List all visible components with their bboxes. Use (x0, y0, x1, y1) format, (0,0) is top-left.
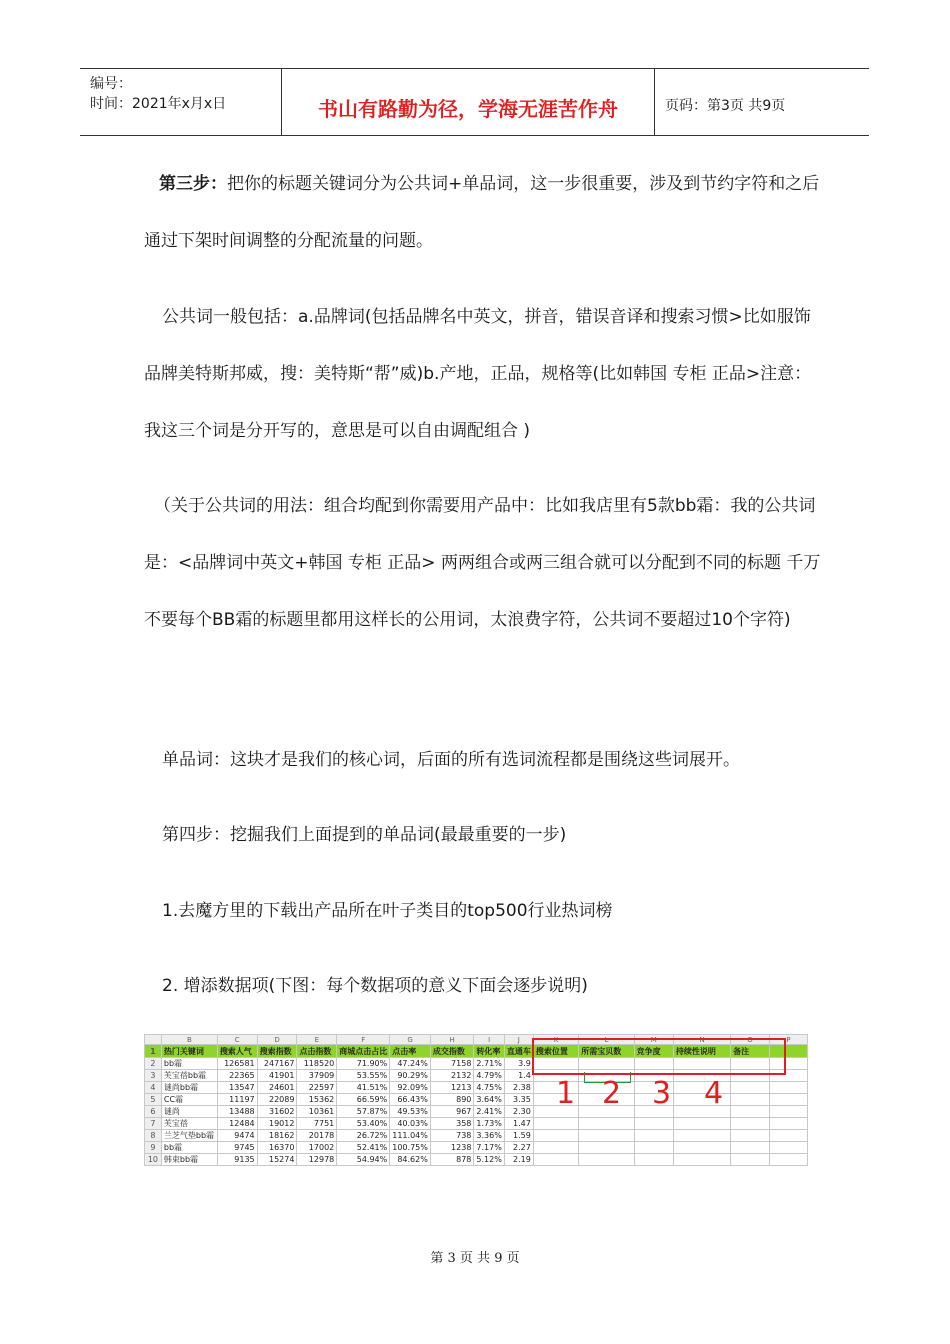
table-row (145, 1154, 808, 1166)
row-number: 4 (145, 1082, 162, 1094)
row-number: 10 (145, 1154, 162, 1166)
table-cell: 41.51% (337, 1082, 390, 1094)
table-cell (533, 1130, 578, 1142)
table-cell: 11197 (217, 1094, 257, 1106)
header-cell: 备注 (731, 1045, 770, 1058)
table-cell (731, 1106, 770, 1118)
table-cell: 37909 (297, 1070, 337, 1082)
table-cell: 247167 (257, 1058, 297, 1070)
table-cell: 3.64% (474, 1094, 504, 1106)
column-letter: L (579, 1035, 634, 1045)
hand-mark-1: 1 (556, 1076, 576, 1111)
list-item-1: 1.去魔方里的下载出产品所在叶子类目的top500行业热词榜 (162, 901, 613, 921)
column-letter: I (474, 1035, 504, 1045)
table-cell: 2.19 (504, 1154, 533, 1166)
table-cell: 3.36% (474, 1130, 504, 1142)
hand-mark-4: 4 (704, 1076, 724, 1111)
table-cell (579, 1142, 634, 1154)
header-cell: 搜索指数 (257, 1045, 297, 1058)
table-cell: 1213 (430, 1082, 474, 1094)
table-cell: 890 (430, 1094, 474, 1106)
public-words-paragraph: 公共词一般包括：a.品牌词(包括品牌名中英文，拼音，错误音译和搜索习惯>比如服饰品牌美特斯邦威，搜：美特斯“帮”威)b.产地，正品，规格等(比如韩国 专柜 正品>注意：我这三个词是分开写的，意思是可以自由调配组合 ) (144, 307, 812, 441)
table-cell: bb霜 (161, 1058, 217, 1070)
table-cell: 90.29% (390, 1070, 431, 1082)
table-cell: 12484 (217, 1118, 257, 1130)
table-cell: 54.94% (337, 1154, 390, 1166)
table-cell (673, 1130, 730, 1142)
table-cell (634, 1118, 673, 1130)
table-cell (769, 1118, 807, 1130)
header-cell: 转化率 (474, 1045, 504, 1058)
table-cell: 17002 (297, 1142, 337, 1154)
table-cell: 9474 (217, 1130, 257, 1142)
table-cell: 40.03% (390, 1118, 431, 1130)
table-cell: 谜尚bb霜 (161, 1082, 217, 1094)
table-cell (579, 1154, 634, 1166)
hand-mark-2: 2 (602, 1076, 622, 1111)
header-cell: 竞争度 (634, 1045, 673, 1058)
spreadsheet-screenshot (144, 1034, 808, 1164)
table-cell: 53.40% (337, 1118, 390, 1130)
table-cell: 1.47 (504, 1118, 533, 1130)
table-cell: 2132 (430, 1070, 474, 1082)
header-cell: 直通车 (504, 1045, 533, 1058)
table-cell: 24601 (257, 1082, 297, 1094)
table-cell: 2.41% (474, 1106, 504, 1118)
column-letter: E (297, 1035, 337, 1045)
motto: 书山有路勤为径，学海无涯苦作舟 (318, 97, 618, 121)
date-line: 时间：2021年x月x日 (90, 96, 227, 112)
table-cell: 1.73% (474, 1118, 504, 1130)
header-cell: 点击指数 (297, 1045, 337, 1058)
table-cell: 兰芝气垫bb霜 (161, 1130, 217, 1142)
public-usage-paragraph: （关于公共词的用法：组合均配到你需要用产品中：比如我店里有5款bb霜：我的公共词是：<品牌词中英文+韩国 专柜 正品> 两两组合或两三组合就可以分配到不同的标题 千万不要每个BB霜的标题里都用这样长的公用词，太浪费字符，公共词不要超过10个字符) (144, 496, 821, 630)
table-cell: 9135 (217, 1154, 257, 1166)
table-cell: 15274 (257, 1154, 297, 1166)
table-cell (731, 1082, 770, 1094)
table-cell: 15362 (297, 1094, 337, 1106)
table-cell (769, 1106, 807, 1118)
row-number: 7 (145, 1118, 162, 1130)
single-words-paragraph: 单品词：这块才是我们的核心词，后面的所有选词流程都是围绕这些词展开。 (162, 750, 740, 770)
table-cell: 13547 (217, 1082, 257, 1094)
table-cell (731, 1094, 770, 1106)
column-letter (145, 1035, 162, 1045)
row-number: 2 (145, 1058, 162, 1070)
header-cell: 成交指数 (430, 1045, 474, 1058)
header-right-cell (655, 69, 869, 135)
table-cell: 358 (430, 1118, 474, 1130)
table-cell: CC霜 (161, 1094, 217, 1106)
table-cell: 16370 (257, 1142, 297, 1154)
table-cell: 100.75% (390, 1142, 431, 1154)
header-cell: 搜索人气 (217, 1045, 257, 1058)
header-cell: 搜索位置 (533, 1045, 578, 1058)
table-cell (769, 1142, 807, 1154)
table-cell: 12978 (297, 1154, 337, 1166)
table-cell: 92.09% (390, 1082, 431, 1094)
table-cell: 3.9 (504, 1058, 533, 1070)
table-cell: 26.72% (337, 1130, 390, 1142)
table-cell (634, 1130, 673, 1142)
table-cell: 4.79% (474, 1070, 504, 1082)
table-cell: 5.12% (474, 1154, 504, 1166)
table-cell (533, 1118, 578, 1130)
table-cell (579, 1118, 634, 1130)
table-cell: 53.55% (337, 1070, 390, 1082)
table-cell: 84.62% (390, 1154, 431, 1166)
table-cell: 22089 (257, 1094, 297, 1106)
list-item-2: 2. 增添数据项(下图：每个数据项的意义下面会逐步说明) (162, 976, 588, 996)
table-cell (769, 1082, 807, 1094)
table-cell (634, 1142, 673, 1154)
column-letter: F (337, 1035, 390, 1045)
column-letter: J (504, 1035, 533, 1045)
document-header (80, 68, 869, 136)
table-cell: 126581 (217, 1058, 257, 1070)
table-cell: 22597 (297, 1082, 337, 1094)
table-cell: 19012 (257, 1118, 297, 1130)
table-cell (533, 1142, 578, 1154)
table-cell (731, 1130, 770, 1142)
step3-text: 把你的标题关键词分为公共词+单品词，这一步很重要，涉及到节约字符和之后通过下架时间调整的分配流量的问题。 (144, 174, 820, 251)
table-cell: 韩束bb霜 (161, 1154, 217, 1166)
column-letter: H (430, 1035, 474, 1045)
table-cell: 4.75% (474, 1082, 504, 1094)
table-cell (673, 1118, 730, 1130)
column-letter: K (533, 1035, 578, 1045)
page-info: 页码：第3页 共9页 (665, 98, 786, 114)
table-cell: 7158 (430, 1058, 474, 1070)
table-cell: 1238 (430, 1142, 474, 1154)
table-cell: 49.53% (390, 1106, 431, 1118)
column-letter: D (257, 1035, 297, 1045)
table-cell: 738 (430, 1130, 474, 1142)
row-number: 8 (145, 1130, 162, 1142)
table-cell: 66.59% (337, 1094, 390, 1106)
column-letter: O (731, 1035, 770, 1045)
table-cell: 967 (430, 1106, 474, 1118)
table-cell: 13488 (217, 1106, 257, 1118)
step4-heading: 第四步：挖掘我们上面提到的单品词(最最重要的一步) (162, 825, 567, 845)
table-cell: 1.59 (504, 1130, 533, 1142)
table-cell: 7.17% (474, 1142, 504, 1154)
table-cell: 22365 (217, 1070, 257, 1082)
table-cell: 31602 (257, 1106, 297, 1118)
table-cell (769, 1154, 807, 1166)
page-footer: 第 3 页 共 9 页 (430, 1251, 520, 1266)
table-cell: bb霜 (161, 1142, 217, 1154)
table-cell: 18162 (257, 1130, 297, 1142)
table-cell (579, 1130, 634, 1142)
table-cell (673, 1154, 730, 1166)
header-middle-cell (282, 69, 655, 135)
highlight-box (532, 1038, 786, 1075)
table-cell: 111.04% (390, 1130, 431, 1142)
step3-label: 第三步： (159, 174, 227, 194)
table-cell: 66.43% (390, 1094, 431, 1106)
table-cell: 47.24% (390, 1058, 431, 1070)
table-cell (769, 1094, 807, 1106)
header-cell: 持续性说明 (673, 1045, 730, 1058)
table-cell: 20178 (297, 1130, 337, 1142)
table-cell: 2.30 (504, 1106, 533, 1118)
table-cell: 7751 (297, 1118, 337, 1130)
row-number: 1 (145, 1045, 162, 1058)
column-letter: B (161, 1035, 217, 1045)
table-cell (769, 1130, 807, 1142)
table-cell: 芙宝蓓 (161, 1118, 217, 1130)
table-cell: 3.35 (504, 1094, 533, 1106)
table-cell: 9745 (217, 1142, 257, 1154)
table-cell (731, 1118, 770, 1130)
table-cell: 57.87% (337, 1106, 390, 1118)
table-cell: 谜尚 (161, 1106, 217, 1118)
table-cell: 118520 (297, 1058, 337, 1070)
step3-paragraph (144, 156, 824, 270)
table-cell (731, 1142, 770, 1154)
table-row (145, 1142, 808, 1154)
table-cell: 芙宝蓓bb霜 (161, 1070, 217, 1082)
row-number: 3 (145, 1070, 162, 1082)
row-number: 5 (145, 1094, 162, 1106)
hand-mark-3: 3 (652, 1076, 672, 1111)
column-letter: G (390, 1035, 431, 1045)
table-row (145, 1118, 808, 1130)
table-cell: 1.4 (504, 1070, 533, 1082)
table-cell: 878 (430, 1154, 474, 1166)
table-cell: 10361 (297, 1106, 337, 1118)
table-cell (731, 1154, 770, 1166)
row-number: 9 (145, 1142, 162, 1154)
row-number: 6 (145, 1106, 162, 1118)
table-cell: 2.71% (474, 1058, 504, 1070)
header-cell: 点击率 (390, 1045, 431, 1058)
header-cell: 热门关键词 (161, 1045, 217, 1058)
header-cell: 商城点击占比 (337, 1045, 390, 1058)
column-letter: C (217, 1035, 257, 1045)
table-cell: 52.41% (337, 1142, 390, 1154)
number-label: 编号： (90, 76, 132, 92)
table-cell: 2.27 (504, 1142, 533, 1154)
table-cell: 2.38 (504, 1082, 533, 1094)
header-left-cell (80, 69, 282, 135)
column-letter: N (673, 1035, 730, 1045)
table-row (145, 1130, 808, 1142)
column-letter: M (634, 1035, 673, 1045)
header-cell: 所需宝贝数 (579, 1045, 634, 1058)
table-cell (634, 1154, 673, 1166)
column-letter: P (769, 1035, 807, 1045)
table-cell (673, 1142, 730, 1154)
table-cell (533, 1154, 578, 1166)
table-cell: 41901 (257, 1070, 297, 1082)
table-cell: 71.90% (337, 1058, 390, 1070)
